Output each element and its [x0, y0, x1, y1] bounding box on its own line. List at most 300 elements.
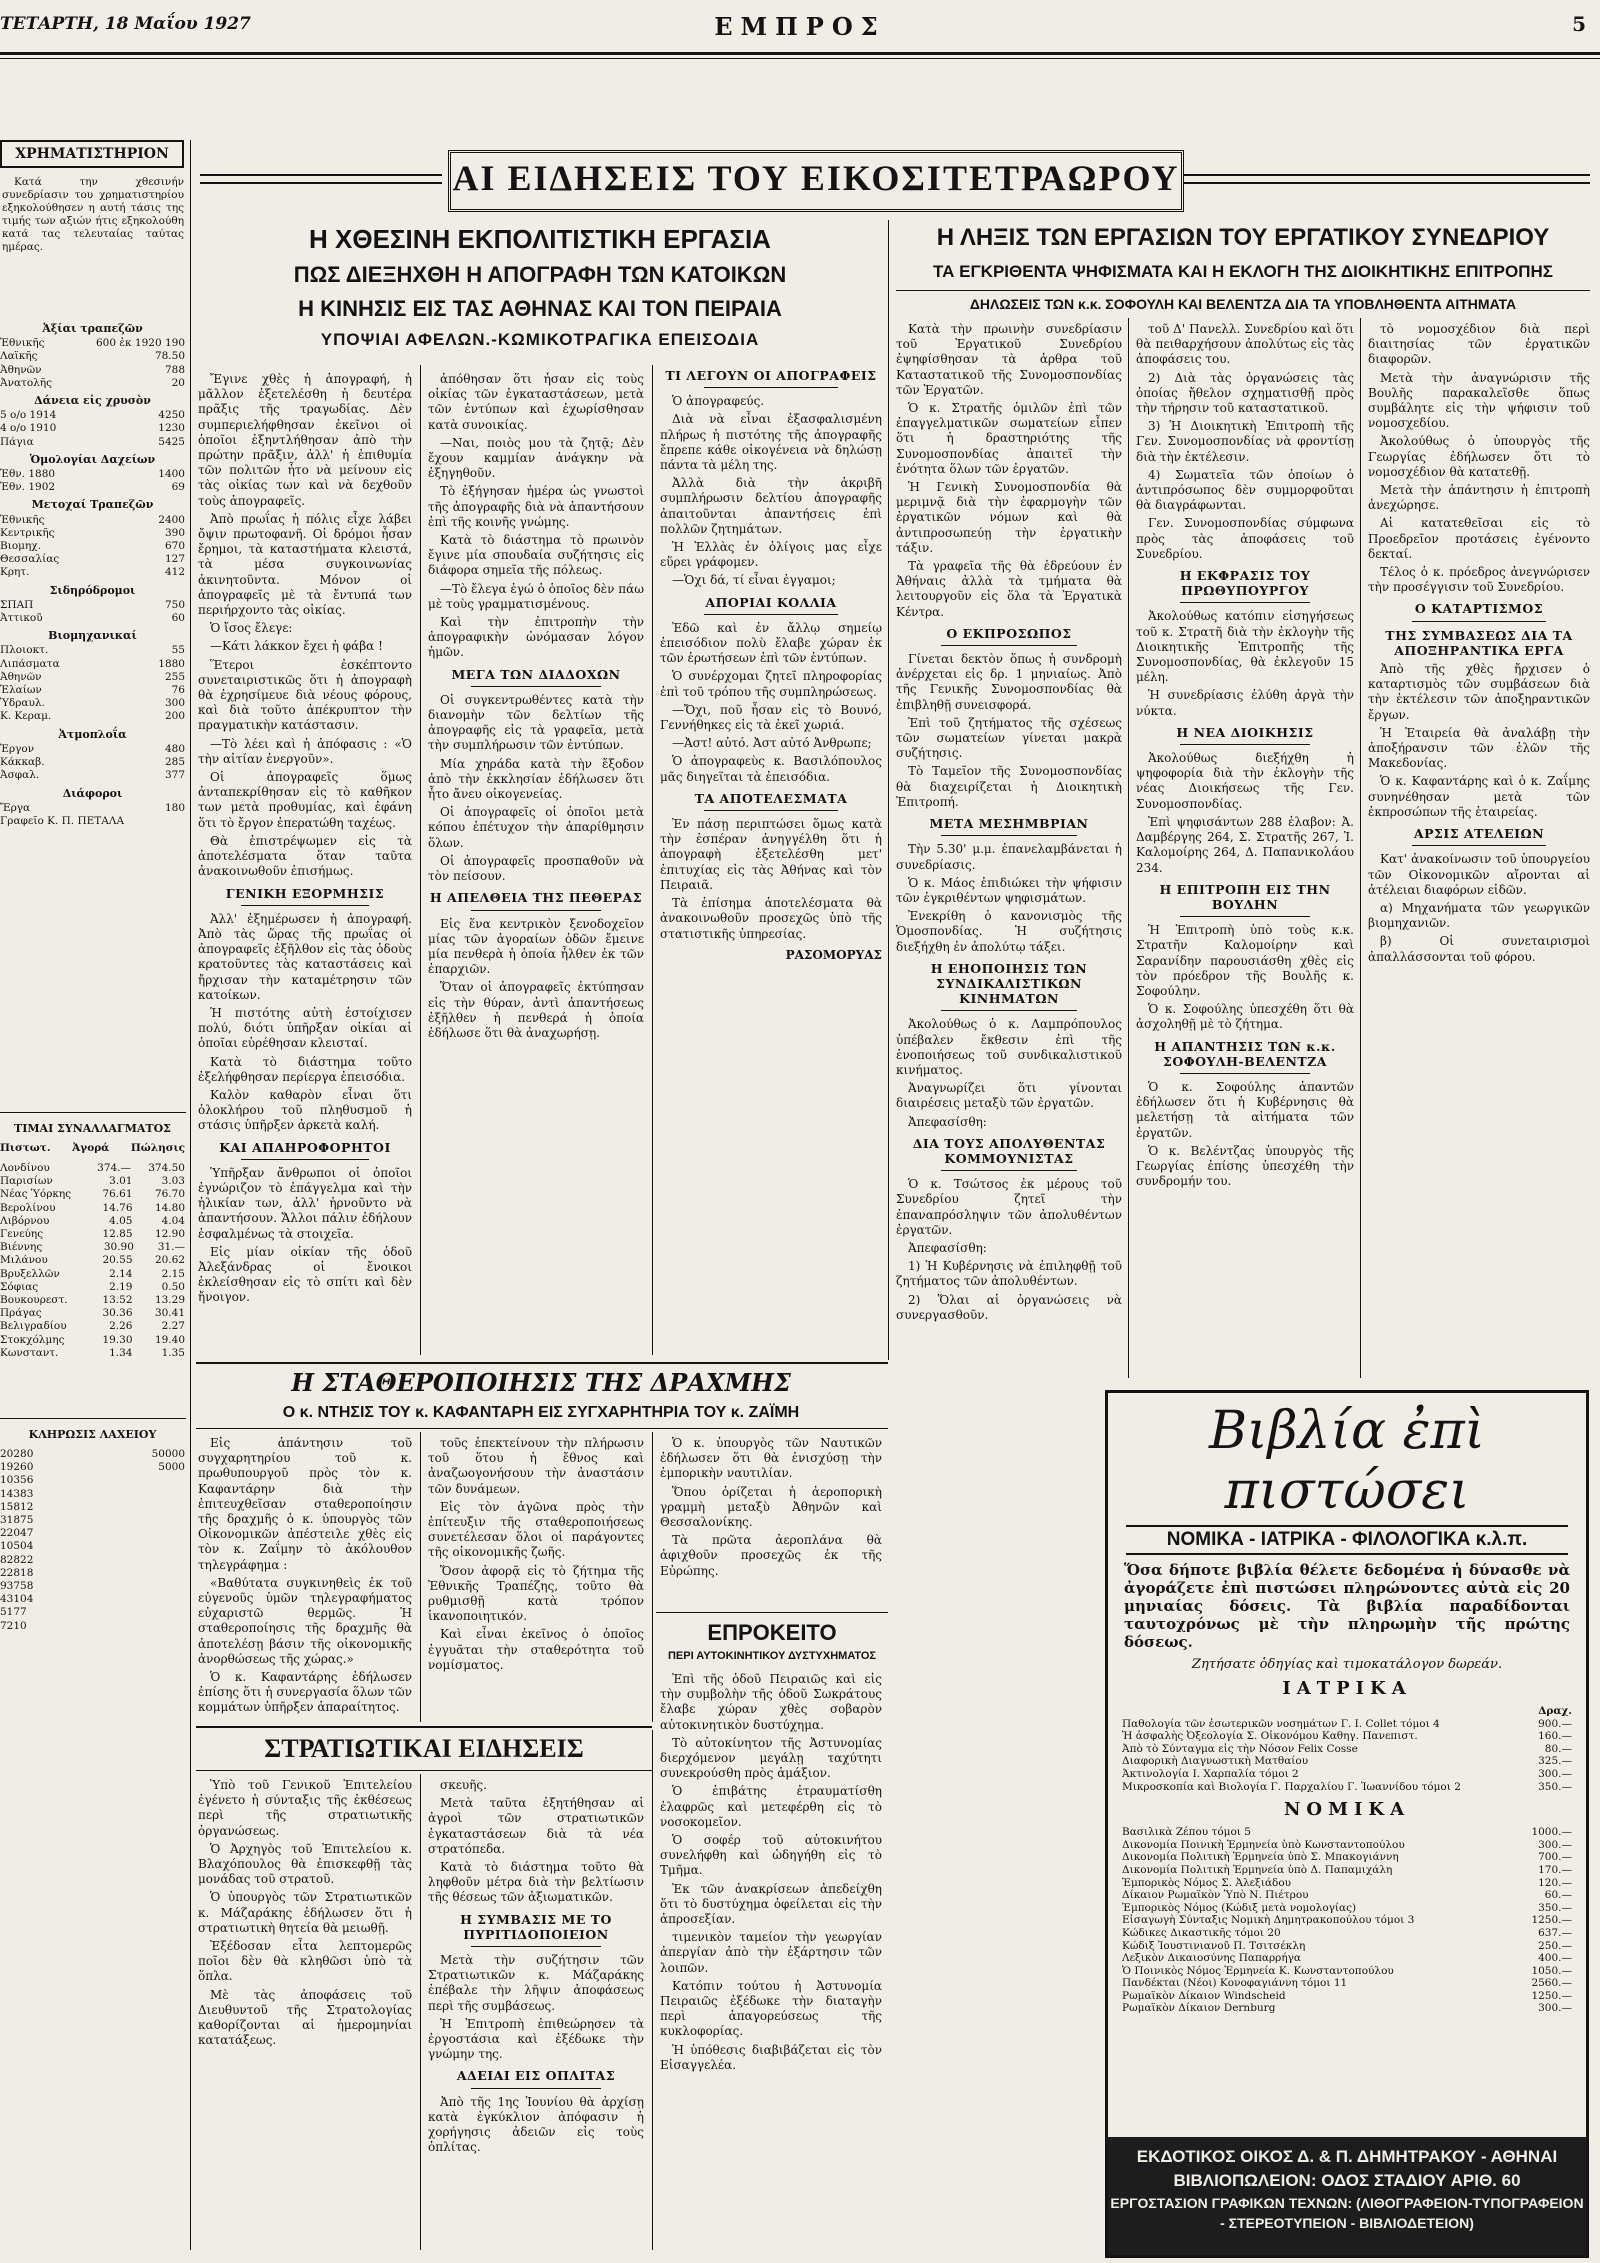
article1-column2: [428, 372, 644, 1352]
exchange-header-cell: Πώλησις: [130, 1142, 185, 1154]
paragraph: Ὁ ἀπογραφεὺς κ. Βασιλόπουλος μᾶς διηγεῖται τὰ ἐπεισόδια.: [660, 754, 882, 784]
ad-book-title: Διαφορικὴ Διαγνωστικὴ Ματθαίου: [1122, 1755, 1309, 1768]
paragraph: Εἰς τὸν ἀγῶνα πρὸς τὴν ἐπίτευξιν τῆς σταθεροποιήσεως συνετέλεσαν ὅλοι οἱ παράγοντες τῆς οἰκονομικῆς ζωῆς.: [428, 1499, 644, 1560]
stock-value: 255: [164, 670, 185, 683]
ad-book-title: Ἐμπορικὸς Νόμος (Κώδιξ μετὰ νομολογίας): [1122, 1901, 1357, 1914]
section-heading: ΤΙ ΛΕΓΟΥΝ ΟΙ ΑΠΟΓΡΑΦΕΙΣ: [665, 368, 877, 383]
ad-book-title: Δίκαιον Ρωμαϊκὸν Ὑπὸ Ν. Πιέτρου: [1122, 1889, 1309, 1902]
paragraph: Ἕτεροι ἐσκέπτοντο συνεταιριστικῶς ὅτι ἡ ἀπογραφὴ θὰ ἐχρησίμευε διὰ νέους φόρους, καὶ διὰ τοῦτο ἀπέκρυπτον τὴν πραγματικὴν κατάστασιν.: [198, 657, 412, 733]
column-divider: [888, 220, 889, 1360]
exchange-cell: 0.50: [161, 1280, 185, 1293]
paragraph: Ὁ ἴσος ἔλεγε:: [210, 621, 293, 636]
stock-row: [0, 612, 185, 625]
column-divider: [652, 1432, 653, 1722]
ad-book-price: 350.—: [1538, 1780, 1572, 1793]
signature: ΡΑΣΟΜΟΡΥΑΣ: [785, 947, 882, 962]
heading-rule: [1412, 621, 1545, 622]
article3-title: Η ΣΤΑΘΕΡΟΠΟΙΗΣΙΣ ΤΗΣ ΔΡΑΧΜΗΣ: [291, 1368, 791, 1397]
exchange-cell: 76.70: [154, 1188, 185, 1201]
stock-row: [0, 527, 185, 540]
stock-name: Κ. Κεραμ.: [0, 710, 52, 723]
paragraph: Κατὰ τὴν πρωινὴν συνεδρίασιν τοῦ Ἐργατικοῦ Συνεδρίου ἐψηφίσθησαν τὰ ἀρθρα τοῦ Καταστατικοῦ τῆς Συνομοσπονδίας τῶν Ἐργατῶν.: [896, 322, 1122, 397]
ad-book-price: 60.—: [1544, 1889, 1572, 1902]
exchange-cell: 19.30: [102, 1333, 133, 1346]
column-divider: [420, 1432, 421, 1722]
lottery-list: [0, 1448, 185, 2248]
exchange-cell: Γενεύης: [0, 1228, 44, 1241]
paragraph: Ὁ Ἀρχηγὸς τοῦ Ἐπιτελείου κ. Βλαχόπουλος θὰ ἐπισκεφθῇ τὰς μονάδας τοῦ στρατοῦ.: [198, 1841, 412, 1887]
ad-book-price: 300.—: [1538, 1838, 1572, 1851]
stock-name: ΣΠΑΠ: [0, 598, 34, 611]
stock-name: Κρητ.: [0, 566, 30, 579]
exchange-row: [0, 1188, 185, 1201]
paragraph: Ὁ κ. Σοφούλης ἀπαντῶν ἐδήλωσεν ὅτι ἡ Κυβέρνησις θὰ μελετήσῃ τὰ αἰτήματα τῶν ἐργατῶν.: [1136, 1079, 1354, 1140]
paragraph: 3) Ἡ Διοικητικὴ Ἐπιτροπὴ τῆς Γεν. Συνομοσπονδίας νὰ φροντίσῃ διὰ τὴν ἐκτέλεσιν.: [1136, 419, 1354, 464]
lottery-title: ΚΛΗΡΩΣΙΣ ΛΑΧΕΙΟΥ: [28, 1428, 157, 1441]
stock-value: 5425: [158, 435, 185, 448]
paragraph: Ἀπὸ πρωΐας ἡ πόλις εἶχε λάβει ὄψιν πρωτοφανῆ. Οἱ δρόμοι ἦσαν ἔρημοι, τὰ καταστήματα κλειστά, τὰ μέσα συγκοινωνίας ἀκινητοῦντα. Μόνον οἱ ἀπογραφεῖς μὲ τὰ ἔντυπά των περιήρχοντο τὰς οἰκίας.: [198, 511, 412, 618]
column-divider: [420, 365, 421, 1355]
section-heading: ΚΑΙ ΑΠΑΗΡΟΦΟΡΗΤΟΙ: [219, 1139, 391, 1155]
lottery-row: [0, 1540, 185, 1553]
lottery-number: 7210: [0, 1619, 27, 1632]
stock-row: [0, 540, 185, 553]
ad-price-label: Δραχ.: [1538, 1705, 1572, 1717]
exchange-cell: Λιβόρνου: [0, 1214, 50, 1227]
article2-column3: [1368, 322, 1590, 1382]
column-divider: [1128, 318, 1129, 1378]
paragraph: Ὁ κ. ὑπουργὸς τῶν Ναυτικῶν ἐδήλωσεν ὅτι θὰ ἐνισχύσῃ τὴν ἐμπορικὴν ναυτιλίαν.: [660, 1436, 882, 1481]
stock-value: 600 ἐκ 1920 190: [95, 337, 185, 350]
stock-value: 76: [171, 684, 185, 697]
article3-column2: [428, 1436, 644, 1724]
column-divider: [420, 1774, 421, 2250]
masthead-rule: [0, 52, 1600, 55]
lottery-number: 82822: [0, 1553, 34, 1566]
paragraph: Ὁ κ. Καφαντάρης καὶ ὁ κ. Ζαΐμης συνηνέθησαν μετὰ τῶν ἐκπροσώπων τῆς ἑταιρείας.: [1368, 774, 1590, 819]
stock-section-heading: Δάνεια εἰς χρυσὸν: [34, 394, 151, 408]
paragraph: —Ὁχι δά, τί εἶναι ἐγγαμοι;: [672, 573, 836, 588]
stock-row: [0, 436, 185, 449]
exchange-cell: Βερολίνου: [0, 1201, 56, 1214]
stock-value: 390: [164, 526, 185, 539]
stock-row: [0, 409, 185, 422]
paragraph: Ἐπὶ ψηφισάντων 288 ἐλαβον: Ἀ. Δαμβέργης 264, Σ. Στρατῆς 267, Ἰ. Καλομοίρης 264, Δ. Παπανικολάου 234.: [1136, 814, 1354, 875]
exchange-row: [0, 1334, 185, 1347]
paragraph: Αἱ κατατεθεῖσαι εἰς τὸ Προεδρεῖον προτάσεις ἐγένοντο δεκταί.: [1368, 516, 1590, 561]
paragraph: Καὶ τὴν ἐπιτροπὴν τὴν ἀπογραφικὴν ὠνόμασαν λόγον ἡμῶν.: [428, 615, 644, 660]
stock-row: [0, 743, 185, 756]
paragraph: Ἀλλ' ἐξημέρωσεν ἡ ἀπογραφή. Ἀπὸ τὰς ὥρας τῆς πρωΐας οἱ ἀπογραφεῖς ἐξῆλθον εἰς τὰς ὁδοὺς κρατοῦντες τὰς καταστάσεις καὶ ἤρχισαν τὴν καταμέτρησιν τῶν κατοίκων.: [198, 911, 412, 1002]
lottery-number: 19260: [0, 1461, 34, 1474]
paragraph: Ἐξέδοσαν εἶτα λεπτομερῶς ποῖοι δὲν θὰ κληθῶσι ὑπὸ τὰ ὅπλα.: [198, 1939, 412, 1984]
paragraph: Ὁ κ. Τσώτσος ἐκ μέρους τοῦ Συνεδρίου ζητεῖ τὴν ἐπαναπρόσληψιν τῶν ἀπολυθέντων ἐργατῶν.: [896, 1177, 1122, 1237]
divider: [0, 1418, 186, 1419]
exchange-row: [0, 1294, 185, 1307]
stock-name: Ἐθνικῆς: [0, 337, 45, 350]
paragraph: Ὁ σοφέρ τοῦ αὐτοκινήτου συνελήφθη καὶ ὡδηγήθη εἰς τὸ Τμῆμα.: [660, 1833, 882, 1878]
stock-row: [0, 337, 185, 350]
exchange-cell: 20.55: [102, 1254, 133, 1267]
ad-law-list: [1108, 1826, 1586, 2015]
lottery-number: 10356: [0, 1474, 34, 1487]
lottery-prize: 5000: [158, 1461, 185, 1474]
article5-title: ΕΠΡΟΚΕΙΤΟ: [707, 1620, 837, 1645]
paragraph: Ὁ κ. Βελέντζας ὑπουργὸς τῆς Γεωργίας ἐπίσης ὑπεσχέθη τὴν συνδρομήν του.: [1136, 1143, 1354, 1189]
exchange-cell: Βρυξελλῶν: [0, 1267, 60, 1280]
divider: [0, 1112, 186, 1113]
paragraph: Ὁ κ. Σοφούλης ὑπεσχέθη ὅτι θὰ ἀσχοληθῇ μὲ τὸ ζήτημα.: [1136, 1002, 1354, 1032]
paragraph: Ἡ συνεδρίασις ἐλύθη ἀργὰ τὴν νύκτα.: [1136, 688, 1354, 718]
heading-rule: [1412, 845, 1545, 846]
stock-value: 1230: [158, 422, 185, 435]
section-heading: ΓΕΝΙΚΗ ΕΞΟΡΜΗΣΙΣ: [225, 885, 385, 901]
stock-section-heading: Ὁμολογίαι Δαχείων: [29, 452, 156, 466]
paragraph: Εἰς ἀπάντησιν τοῦ συγχαρητηρίου τοῦ κ. πρωθυπουργοῦ πρὸς τὸν κ. Καφαντάρην διὰ τὴν ἐπιτευχθεῖσαν σταθεροποίησιν τῆς δραχμῆς ὁ κ. ὑπουργὸς τῶν Οἰκονομικῶν ἀπέστειλε χθὲς εἰς τὸν κ. Ζαΐμην τὸ ἀκόλουθον τηλεγράφημα :: [198, 1436, 412, 1572]
ad-book-price: 2560.—: [1531, 1977, 1572, 1990]
ad-book-price: 1000.—: [1531, 1826, 1572, 1839]
section-heading: Ο ΚΑΤΑΡΤΙΣΜΟΣ: [1414, 601, 1544, 617]
paragraph: 4) Σωματεῖα τῶν ὁποίων ὁ ἀντιπρόσωπος δὲν συμμορφοῦται θὰ διαγράφωνται.: [1136, 467, 1354, 513]
paragraph: Μετὰ τὴν ἀπάντησιν ἡ ἐπιτροπὴ ἀνεχώρησε.: [1368, 483, 1590, 513]
stock-name: Ἀνατολῆς: [0, 376, 53, 389]
stock-list: [0, 318, 185, 1108]
exchange-cell: 76.61: [102, 1188, 133, 1201]
stock-row: [0, 599, 185, 612]
stock-value: 1400: [158, 468, 185, 481]
exchange-table: [0, 1162, 185, 1412]
stock-section-heading: Ἀξίαι τραπεζῶν: [42, 322, 143, 335]
ad-book-row: [1122, 1927, 1572, 1940]
heading-rule: [471, 910, 601, 911]
lottery-number: 15812: [0, 1500, 34, 1513]
ad-medical-list: [1108, 1718, 1586, 1794]
section-heading: Η ΣΥΜΒΑΣΙΣ ΜΕ ΤΟ ΠΥΡΙΤΙΔΟΠΟΙΕΙΟΝ: [460, 1911, 612, 1942]
paragraph: Τὰ ἐπίσημα ἀποτελέσματα θὰ ἀνακοινωθοῦν προσεχῶς ὑπὸ τῆς στατιστικῆς ὑπηρεσίας.: [660, 896, 882, 941]
divider: [196, 1362, 888, 1364]
stock-value: 200: [164, 710, 185, 723]
section-heading: ΤΑ ΑΠΟΤΕΛΕΣΜΑΤΑ: [694, 790, 848, 806]
stock-value: 300: [164, 697, 185, 710]
lottery-row: [0, 1567, 185, 1580]
paragraph: —Ναι, ποιὸς μου τὰ ζητᾷ; Δὲν ἔχουν καμμίαν ἀνάγκην νὰ ἐξηγηθοῦν.: [428, 435, 644, 481]
paragraph: 1) Ἡ Κυβέρνησις νὰ ἐπιληφθῇ τοῦ ζητήματος τῶν ἀπολυθέντων.: [896, 1259, 1122, 1289]
heading-rule: [471, 2088, 601, 2089]
exchange-cell: 4.05: [109, 1214, 133, 1227]
stock-value: 4250: [158, 409, 185, 422]
ad-book-title: Δικονομία Πολιτικὴ Ἑρμηνεία ὑπὸ Σ. Μπακογιάννη: [1122, 1851, 1399, 1864]
stock-value: 2400: [158, 513, 185, 526]
lottery-row: [0, 1527, 185, 1540]
paragraph: Ἡ Ἐπιτροπὴ ἐπιθεώρησεν τὰ ἐργοστάσια καὶ ἐξέδωκε τὴν γνώμην της.: [428, 2016, 644, 2062]
stock-name: Ἐθνικῆς: [0, 513, 45, 526]
exchange-cell: 2.26: [109, 1320, 133, 1333]
exchange-cell: 2.27: [161, 1320, 185, 1333]
stock-value: 412: [164, 566, 185, 579]
paragraph: —Τὸ ἔλεγα ἐγώ ὁ ὁποῖος δὲν πάω μὲ τοὺς γραμματισμένους.: [428, 581, 644, 611]
column-divider: [190, 140, 191, 2250]
ad-book-price: 400.—: [1538, 1952, 1572, 1965]
exchange-row: [0, 1162, 185, 1175]
paragraph: Διὰ νὰ εἶναι ἐξασφαλισμένη πλήρως ἡ πιστότης τῆς ἀπογραφῆς ἔπρεπε κάθε οἰκογένεια νὰ δηλώσῃ πάντα τὰ μέλη της.: [660, 412, 882, 473]
paragraph: Μετὰ τὴν ἀναγνώρισιν τῆς Βουλῆς παρακαλεῖσθε ὅπως συμβάλητε εἰς τὴν ψήφισιν τοῦ νομοσχεδίου.: [1368, 370, 1590, 431]
stock-section-heading: Βιομηχανικαί: [48, 629, 137, 643]
ad-book-row: [1122, 1977, 1572, 1990]
stock-section-heading: Μετοχαί Τραπεζῶν: [31, 498, 154, 512]
ad-book-row: [1122, 1889, 1572, 1902]
section-heading: Η ΑΠΑΝΤΗΣΙΣ ΤΩΝ κ.κ. ΣΟΦΟΥΛΗ-ΒΕΛΕΝΤΖΑ: [1154, 1038, 1336, 1069]
paragraph: —Ὄχι, ποῦ ἦσαν εἰς τὸ Βουνό, Γεννήθηκες εἰς τὰ ἐκεῖ χωριά.: [660, 702, 882, 733]
stock-name: Ἀσφαλ.: [0, 769, 40, 782]
paragraph: Ὅπου ὀρίζεται ἡ ἀεροπορικὴ γραμμὴ μεταξὺ Ἀθηνῶν καὶ Θεσσαλονίκης.: [660, 1484, 882, 1530]
stock-name: Ἔργα: [0, 801, 31, 814]
paragraph: Ἐνεκρίθη ὁ κανονισμὸς τῆς Ὁμοσπονδίας. Ἡ συζήτησις διεξήχθη ἐν ἀπολύτῳ τάξει.: [896, 909, 1122, 954]
paragraph: Ἐκ τῶν ἀνακρίσεων ἀπεδείχθη ὅτι τὸ δυστύχημα ὀφείλεται εἰς τὴν ἀπροσεξίαν.: [660, 1881, 882, 1927]
exchange-row: [0, 1281, 185, 1294]
article4-column1: [198, 1778, 412, 2248]
heading-rule: [941, 645, 1077, 646]
lottery-row: [0, 1554, 185, 1567]
ad-book-title: Ἡ ἀσφαλὴς Ὀξεολογία Σ. Οἰκονόμου Καθηγ. Πανεπιστ.: [1122, 1730, 1418, 1743]
lottery-number: 5177: [0, 1606, 27, 1619]
heading-rule: [1180, 744, 1311, 745]
stock-row: [0, 769, 185, 782]
column-divider: [652, 1730, 653, 2250]
stock-name: Ἀθηνῶν: [0, 363, 42, 376]
stock-value: 180: [164, 801, 185, 814]
ad-book-row: [1122, 2002, 1572, 2015]
exchange-cell: Βελιγραδίου: [0, 1320, 67, 1333]
stock-row: [0, 697, 185, 710]
stock-row: [0, 710, 185, 723]
ad-book-price: 120.—: [1538, 1876, 1572, 1889]
paragraph: Ὁ κ. Στρατῆς ὁμιλῶν ἐπὶ τῶν ἐπαγγελματικῶν σωματείων εἶπεν ὅτι ἡ δραστηριότης τῆς Συνομοσπονδίας ἀπαιτεῖ τὴν ἑνότητα ὅλων τῶν ἐργατῶν.: [896, 401, 1122, 476]
ad-book-price: 1050.—: [1531, 1964, 1572, 1977]
article1-column1: [198, 372, 412, 1352]
masthead-rule-thin: [0, 58, 1600, 59]
paragraph: Ἡ Ἐπιτροπὴ ὑπὸ τοὺς κ.κ. Στρατῆν Καλομοίρην καὶ Σαρανίδην παρουσιάσθη χθὲς εἰς τὸν πρόεδρον τῆς Βουλῆς κ. Σοφούλην.: [1136, 923, 1354, 998]
lottery-number: 10504: [0, 1540, 34, 1553]
section-heading: Η ΝΕΑ ΔΙΟΙΚΗΣΙΣ: [1176, 724, 1314, 740]
section-heading: ΑΠΟΡΙΑΙ ΚΟΛΛΙΑ: [705, 594, 837, 610]
ad-book-title: Ρωμαϊκὸν Δίκαιον Windscheid: [1122, 1989, 1286, 2002]
stock-row: [0, 468, 185, 481]
masthead-date: ΤΕΤΑΡΤΗ, 18 Μαΐου 1927: [0, 14, 251, 34]
exchange-cell: 12.85: [102, 1228, 133, 1241]
heading-rule: [704, 614, 837, 615]
stock-name: Πάγια: [0, 435, 34, 448]
paragraph: Μετὰ ταῦτα ἐξητήθησαν αἱ ἀγροὶ τῶν στρατιωτικῶν ἐγκαταστάσεων διὰ τὰ νέα στρατόπεδα.: [428, 1796, 644, 1856]
stock-value: 127: [164, 553, 185, 566]
heading-rule: [941, 835, 1077, 836]
ad-title: Βιβλία ἐπὶ πιστώσει: [1208, 1401, 1486, 1521]
paragraph: Ὅσον ἀφορᾷ εἰς τὸ ζήτημα τῆς Ἐθνικῆς Τραπέζης, τοῦτο θὰ ρυθμισθῇ κατὰ τρόπον ἱκανοποιητικόν.: [428, 1563, 644, 1624]
paragraph: Ἀκολούθως ὁ ὑπουργὸς τῆς Γεωργίας ἐδήλωσεν ὅτι τὸ νομοσχέδιον θὰ κατατεθῇ.: [1368, 434, 1590, 479]
ad-book-row: [1122, 1755, 1572, 1768]
section-heading: Η ΕΠΙΤΡΟΠΗ ΕΙΣ ΤΗΝ ΒΟΥΛΗΝ: [1159, 881, 1331, 912]
heading-rule: [471, 686, 601, 687]
ad-book-title: Μικροσκοπία καὶ Βιολογία Γ. Παρχαλίου Γ. Ἰωαννίδου τόμοι 2: [1122, 1780, 1461, 1793]
paragraph: Ἀναγνωρίζει ὅτι γίνονται διαιρέσεις μεταξὺ τῶν ἐργατῶν.: [896, 1081, 1122, 1111]
ad-book-price: 700.—: [1538, 1851, 1572, 1864]
ad-book-title: Βασιλικὰ Ζέπου τόμοι 5: [1122, 1826, 1251, 1839]
exchange-cell: Μιλάνου: [0, 1254, 48, 1267]
stock-name: Κεντρικῆς: [0, 526, 55, 539]
stock-value: 750: [164, 598, 185, 611]
lottery-row: [0, 1461, 185, 1474]
ad-book-price: 637.—: [1538, 1926, 1572, 1939]
paragraph: Ἀλλὰ διὰ τὴν ἀκριβῆ συμπλήρωσιν δελτίου ἀπογραφῆς ἀπαιτοῦνται ἀπαντήσεις ἐπὶ πολλῶν ζητημάτων.: [660, 476, 882, 536]
heading-rule: [1180, 916, 1311, 917]
article4-column2: [428, 1778, 644, 2248]
stock-row: [0, 350, 185, 363]
stock-name: Βιομηχ.: [0, 540, 41, 553]
stock-name: Ἐργον: [0, 742, 35, 755]
ad-book-row: [1122, 1743, 1572, 1756]
ad-book-row: [1122, 1877, 1572, 1890]
ad-book-title: Κώδικες Δικαστικῆς τόμοι 20: [1122, 1926, 1281, 1939]
exchange-cell: 2.14: [109, 1267, 133, 1280]
paragraph: Τὸ ἐξήγησαν ἡμέρα ὡς γνωστοὶ τῆς ἀπογραφῆς διὰ νὰ ἀπαντήσουν ἐπὶ τῆς κοινῆς γνώμης.: [428, 484, 644, 529]
paragraph: Ἡ ὑπόθεσις διαβιβάζεται εἰς τὸν Εἰσαγγελέα.: [660, 2042, 882, 2072]
ad-book-price: 1250.—: [1531, 1989, 1572, 2002]
section-heading: ΜΕΤΑ ΜΕΣΗΜΒΡΙΑΝ: [929, 816, 1089, 832]
paragraph: Ἀκολούθως κατόπιν εἰσηγήσεως τοῦ κ. Στρατῆ διὰ τὴν ἐκλογὴν τῆς Διοικητικῆς Ἐπιτροπῆς τῆς Συνομοσπονδίας, θὰ ἐκλεγοῦν 15 μέλη.: [1136, 609, 1354, 685]
stock-value: 60: [171, 612, 185, 625]
lottery-row: [0, 1593, 185, 1606]
paragraph: Μία χηράδα κατὰ τὴν ἔξοδον ἀπὸ τὴν ἐκκλησίαν ἐδήλωσεν ὅτι ἦτο ἄνευ οἰκογενείας.: [428, 756, 644, 802]
exchange-cell: Στοκχόλμης: [0, 1333, 65, 1346]
heading-rule: [941, 1010, 1077, 1011]
ad-book-row: [1122, 1826, 1572, 1839]
lottery-row: [0, 1488, 185, 1501]
paragraph: σκευῆς.: [440, 1778, 487, 1792]
exchange-cell: 31.—: [157, 1241, 185, 1254]
paragraph: Μὲ τὰς ἀποφάσεις τοῦ Διευθυντοῦ τῆς Στρατολογίας καθορίζονται αἱ ἡμερομηνίαι κατατάξεως.: [198, 1987, 412, 2048]
ad-book-price: 160.—: [1538, 1730, 1572, 1743]
stock-value: 69: [171, 481, 185, 494]
stock-name: Γραφεῖο Κ. Π. ΠΕΤΑΛΑ: [0, 814, 125, 827]
exchange-row: [0, 1268, 185, 1281]
paragraph: Κατὰ τὸ διάστημα τὸ πρωινὸν ἔγινε μία σπουδαία συζήτησις εἰς διάφορα σημεῖα τῆς πόλεως.: [428, 533, 644, 578]
stock-value: 78.50: [154, 350, 185, 363]
paragraph: —Κάτι λάκκον ἔχει ἡ φάβα !: [210, 639, 383, 654]
heading-rule: [241, 905, 369, 906]
stock-exchange-title: ΧΡΗΜΑΤΙΣΤΗΡΙΟΝ: [0, 140, 184, 168]
exchange-row: [0, 1254, 185, 1267]
paragraph: α) Μηχανήματα τῶν γεωργικῶν βιομηχανιῶν.: [1368, 900, 1590, 931]
article2-column2: [1136, 322, 1354, 1382]
section-heading: Η ΑΠΕΛΘΕΙΑ ΤΗΣ ΠΕΘΕΡΑΣ: [429, 890, 643, 906]
stock-name: Λιπάσματα: [0, 657, 60, 670]
ad-book-title: Πανδέκται (Νέοι) Κονοφαγιάννη τόμοι 11: [1122, 1977, 1348, 1990]
stock-row: [0, 566, 185, 579]
divider: [196, 1428, 888, 1429]
paragraph: Καὶ εἶναι ἐκεῖνος ὁ ὁποῖος ἐγγυᾶται τὴν σταθερότητα τοῦ νομίσματος.: [428, 1627, 644, 1672]
paragraph: Ἀπὸ τῆς 1ης Ἰουνίου θὰ ἀρχίσῃ κατὰ ἐγκύκλιον ἀπόφασιν ἡ χορήγησις ἀδειῶν εἰς τοὺς ὁπλίτας.: [428, 2094, 644, 2155]
article2-subtitle: ΤΑ ΕΓΚΡΙΘΕΝΤΑ ΨΗΦΙΣΜΑΤΑ ΚΑΙ Η ΕΚΛΟΓΗ ΤΗΣ ΔΙΟΙΚΗΤΙΚΗΣ ΕΠΙΤΡΟΠΗΣ: [932, 262, 1553, 281]
lottery-row: [0, 1606, 185, 1619]
exchange-cell: 13.29: [154, 1294, 185, 1307]
stock-section-heading: Ἀτμοπλοΐα: [58, 727, 127, 741]
paragraph: 2) Ὅλαι αἱ ὀργανώσεις νὰ συνεργασθοῦν.: [896, 1292, 1122, 1322]
paragraph: Τὸ Ταμεῖον τῆς Συνομοσπονδίας θὰ διαχειρίζεται ἡ Διοικητικὴ Ἐπιτροπή.: [896, 764, 1122, 809]
ad-book-title: Δικονομία Πολιτικὴ Ἑρμηνεία ὑπὸ Δ. Παπαμιχάλη: [1122, 1863, 1393, 1876]
article2-subtitle2: ΔΗΛΩΣΕΙΣ ΤΩΝ κ.κ. ΣΟΦΟΥΛΗ ΚΑΙ ΒΕΛΕΝΤΖΑ ΔΙΑ ΤΑ ΥΠΟΒΛΗΘΕΝΤΑ ΑΙΤΗΜΑΤΑ: [969, 296, 1517, 312]
ad-book-row: [1122, 1990, 1572, 2003]
ad-book-row: [1122, 1965, 1572, 1978]
stock-section-heading: Διάφοροι: [62, 786, 123, 800]
ad-book-price: 350.—: [1538, 1901, 1572, 1914]
ad-book-row: [1122, 1902, 1572, 1915]
ad-text: Ὅσα δήποτε βιβλία θέλετε δεδομένα ἡ δύνασθε νὰ ἀγοράζετε ἐπὶ πιστώσει πληρώνοντες αὐτὰ εἰς 20 μηνιαίας δόσεις. Τὰ βιβλία παραδίδονται ταυτοχρόνως μὲ τὴν πληρωμὴν τῆς πρώτης δόσεως.: [1124, 1561, 1570, 1651]
ad-book-title: Λεξικὸν Δικαιοσύνης Παπαρρήγα: [1122, 1952, 1302, 1965]
paragraph: τιμενικὸν ταμείον τὴν γεωργίαν ἀπεργίαν ἀπὸ τὴν ἐξάρτησιν τῶν λοιπῶν.: [660, 1930, 882, 1975]
article5-subtitle: ΠΕΡΙ ΑΥΤΟΚΙΝΗΤΙΚΟΥ ΔΥΣΤΥΧΗΜΑΤΟΣ: [667, 1650, 877, 1662]
divider: [896, 290, 1590, 291]
lottery-number: 31875: [0, 1514, 34, 1527]
ad-book-price: 325.—: [1538, 1755, 1572, 1768]
exchange-row: [0, 1320, 185, 1333]
paragraph: Ὑπῆρξαν ἄνθρωποι οἱ ὁποῖοι ἐγνώριζον τὸ ἐπάγγελμα καὶ τὴν ἡλικίαν των, ἀλλ' ἠρνοῦντο νὰ ἀπαντήσουν. Ἄλλοι πάλιν ἐδήλουν ἐσφαλμένως τὰ στοιχεῖα.: [198, 1165, 412, 1241]
paragraph: Ὁ ἀπογραφεύς.: [672, 394, 765, 409]
stock-value: 480: [164, 742, 185, 755]
exchange-cell: 20.62: [154, 1254, 185, 1267]
ad-book-row: [1122, 1864, 1572, 1877]
paragraph: Οἱ συγκεντρωθέντες κατὰ τὴν διανομὴν τῶν δελτίων τῆς ἀπογραφῆς εἰς τὰ γραφεῖα, μετὰ τὴν συμπλήρωσιν τῶν ἐντύπων.: [428, 692, 644, 753]
exchange-row: [0, 1241, 185, 1254]
ad-book-title: Κώδιξ Ἰουστινιανοῦ Π. Τσιτσέκλη: [1122, 1939, 1306, 1952]
paragraph: Εἰς μίαν οἰκίαν τῆς ὁδοῦ Ἀλεξάνδρας οἱ ἔνοικοι ἐκλείσθησαν εἰς τὸ σπίτι καὶ δὲν ἤνοιγον.: [198, 1244, 412, 1305]
section-heading: Ο ΕΚΠΡΟΣΩΠΟΣ: [946, 625, 1072, 641]
article4-title: ΣΤΡΑΤΙΩΤΙΚΑΙ ΕΙΔΗΣΕΙΣ: [264, 1734, 584, 1763]
paragraph: Τὰ γραφεῖα τῆς θὰ ἑδρεύουν ἐν Ἀθήναις ἀλλὰ τὰ τμήματα θὰ λειτουργοῦν εἰς ὅλα τὰ Ἐργατικὰ Κέντρα.: [896, 559, 1122, 619]
paragraph: Ὁ ὑπουργὸς τῶν Στρατιωτικῶν κ. Μάζαράκης ἐδήλωσεν ὅτι ἡ στρατιωτικὴ θητεία θὰ μειωθῇ.: [198, 1890, 412, 1935]
stock-row: [0, 756, 185, 769]
column-divider: [652, 365, 653, 1355]
stock-value: 670: [164, 540, 185, 553]
exchange-cell: Βουκουρεστ.: [0, 1294, 68, 1307]
stock-section-heading: Σιδηρόδρομοι: [49, 583, 136, 597]
stock-row: [0, 481, 185, 494]
stock-value: 285: [164, 756, 185, 769]
masthead-title: ΕΜΠΡΟΣ: [714, 12, 886, 41]
ad-book-title: Ἐμπορικὸς Νόμος Σ. Ἀλεξιάδου: [1122, 1876, 1292, 1889]
divider: [656, 1612, 888, 1613]
stock-row: [0, 644, 185, 657]
heading-rule: [1180, 1073, 1311, 1074]
paragraph: Εἰς ἕνα κεντρικὸν ξενοδοχεῖον μίας τῶν ἀγοραίων ὁδῶν ἔμεινε μία πενθερὰ ἡ ὁποία ἦλθεν ἐκ τῶν ἐπαρχιῶν.: [428, 916, 644, 977]
stock-name: Θεσσαλίας: [0, 553, 60, 566]
exchange-cell: 30.41: [154, 1307, 185, 1320]
paragraph: Τὸ αὐτοκίνητον τῆς Ἀστυνομίας διερχόμενον μεγάλῃ ταχύτητι συνεκρούσθη πρὸς ἁμάξιον.: [660, 1735, 882, 1781]
ad-footer: [1108, 2137, 1586, 2255]
paragraph: Κατὰ τὸ διάστημα τοῦτο ἐξελήφθησαν περίεργα ἐπεισόδια.: [198, 1054, 412, 1084]
exchange-cell: 19.40: [154, 1333, 185, 1346]
ad-book-title: Ἀπὸ τὸ Σύνταγμα εἰς τὴν Νόσον Felix Cosse: [1122, 1742, 1358, 1755]
banner-ornament-right: [1184, 174, 1590, 184]
article5-column: [660, 1672, 882, 2247]
stock-name: Πλοιοκτ.: [0, 644, 49, 657]
exchange-row: [0, 1347, 185, 1360]
ad-book-row: [1122, 1940, 1572, 1953]
ad-book-price: 900.—: [1538, 1717, 1572, 1730]
ad-book-row: [1122, 1768, 1572, 1781]
paragraph: Τὴν 5.30' μ.μ. ἐπανελαμβάνεται ἡ συνεδρίασις.: [896, 842, 1122, 872]
paragraph: «Βαθύτατα συγκινηθεὶς ἐκ τοῦ εὐγενοῦς ὑμῶν τηλεγραφήματος εὐχαριστῶ θερμῶς. Ἡ σταθεροποίησις τῆς δραχμῆς θὰ ἀποτελέσῃ βάσιν τῆς οἰκονομικῆς ἀνορθώσεως τῆς χώρας.»: [198, 1575, 412, 1666]
ad-book-row: [1122, 1851, 1572, 1864]
paragraph: Κατόπιν τούτου ἡ Ἀστυνομία Πειραιῶς ἐξέδωκε τὴν διαταγὴν περὶ ἀπαγορεύσεως τῆς κυκλοφορίας.: [660, 1978, 882, 2039]
